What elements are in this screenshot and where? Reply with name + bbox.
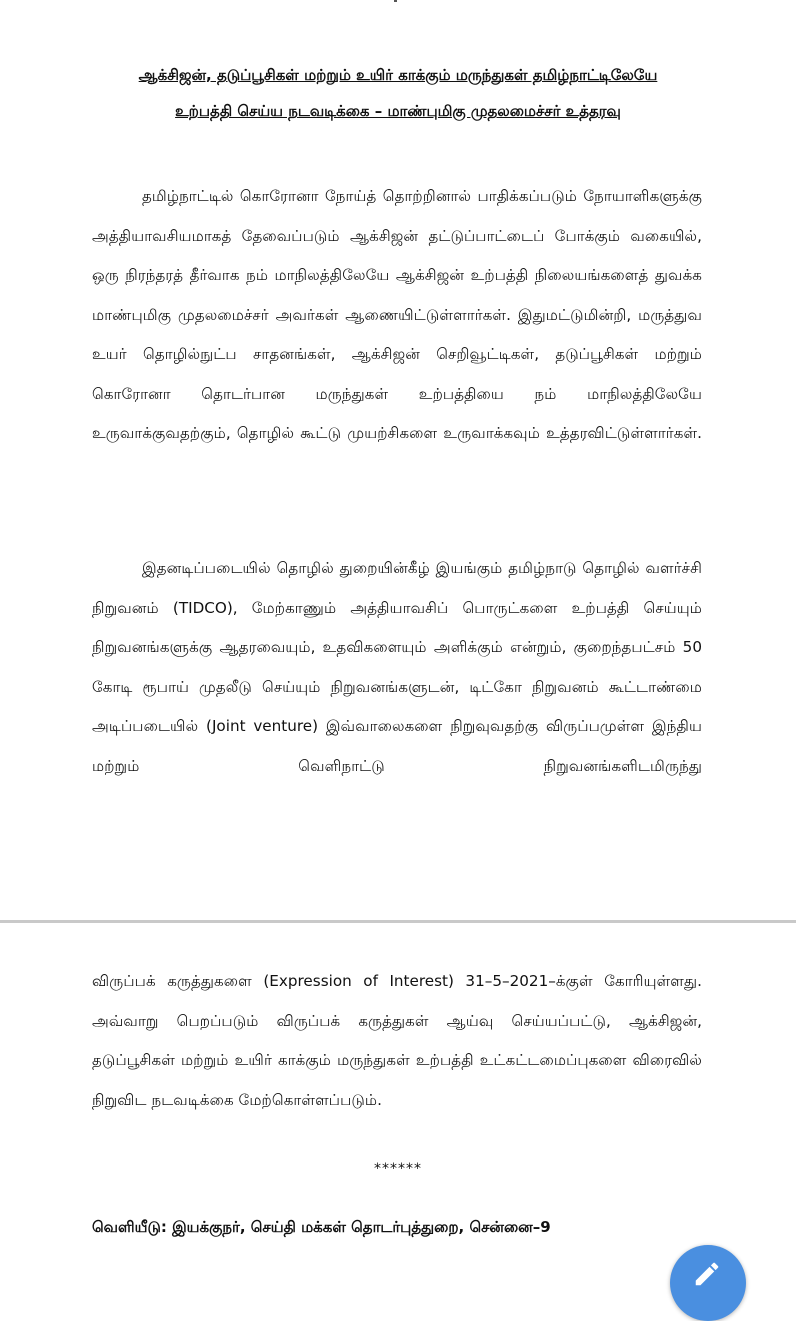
document-title-line-2: உற்பத்தி செய்ய நடவடிக்கை – மாண்புமிகு முதலமைச்சர் உத்தரவு xyxy=(175,102,621,120)
paragraph-2: இதனடிப்படையில் தொழில் துறையின்கீழ் இயங்கும் தமிழ்நாடு தொழில் வளர்ச்சி நிறுவனம் (TIDCO), மேற்காணும் அத்தியாவசிப் பொருட்களை உற்பத்தி செய்யும் நிறுவனங்களுக்கு ஆதரவையும், உதவிகளையும் அளிக்கும் என்றும், குறைந்தபட்சம் 50 கோடி ரூபாய் முதலீடு செய்யும் நிறுவனங்களுடன், டிட்கோ நிறுவனம் கூட்டாண்மை அடிப்படையில் (Joint venture) இவ்வாலைகளை நிறுவுவதற்கு விருப்பமுள்ள இந்திய மற்றும் வெளிநாட்டு நிறுவனங்களிடமிருந்து xyxy=(92,559,702,775)
document-title-line-1: ஆக்சிஜன், தடுப்பூசிகள் மற்றும் உயிர் காக்கும் மருந்துகள் தமிழ்நாட்டிலேயே xyxy=(138,66,658,84)
paragraph-3: விருப்பக் கருத்துகளை (Expression of Interest) 31–5–2021–க்குள் கோரியுள்ளது. அவ்வாறு பெறப்படும் விருப்பக் கருத்துகள் ஆய்வு செய்யப்பட்டு, ஆக்சிஜன், தடுப்பூசிகள் மற்றும் உயிர் காக்கும் மருந்துகள் உற்பத்தி உட்கட்டமைப்புகளை விரைவில் நிறுவிட நடவடிக்கை மேற்கொள்ளப்படும். xyxy=(92,972,702,1109)
pencil-icon xyxy=(692,1259,722,1289)
edit-fab-button[interactable] xyxy=(670,1245,746,1321)
section-separator: ****** xyxy=(374,1161,422,1177)
paragraph-1: தமிழ்நாட்டில் கொரோனா நோய்த் தொற்றினால் பாதிக்கப்படும் நோயாளிகளுக்கு அத்தியாவசியமாகத் தேவைப்படும் ஆக்சிஜன் தட்டுப்பாட்டைப் போக்கும் வகையில், ஒரு நிரந்தரத் தீர்வாக நம் மாநிலத்திலேயே ஆக்சிஜன் உற்பத்தி நிலையங்களைத் துவக்க மாண்புமிகு முதலமைச்சர் அவர்கள் ஆணையிட்டுள்ளார்கள். இதுமட்டுமின்றி, மருத்துவ உயர் தொழில்நுட்ப சாதனங்கள், ஆக்சிஜன் செறிவூட்டிகள், தடுப்பூசிகள் மற்றும் கொரோனா தொடர்பான மருந்துகள் உற்பத்தியை நம் மாநிலத்திலேயே உருவாக்குவதற்கும், தொழில் கூட்டு முயற்சிகளை உருவாக்கவும் உத்தரவிட்டுள்ளார்கள். xyxy=(92,187,702,442)
press-release-footer: வெளியீடு: இயக்குநர், செய்தி மக்கள் தொடர்புத்துறை, சென்னை–9 xyxy=(92,1218,551,1236)
